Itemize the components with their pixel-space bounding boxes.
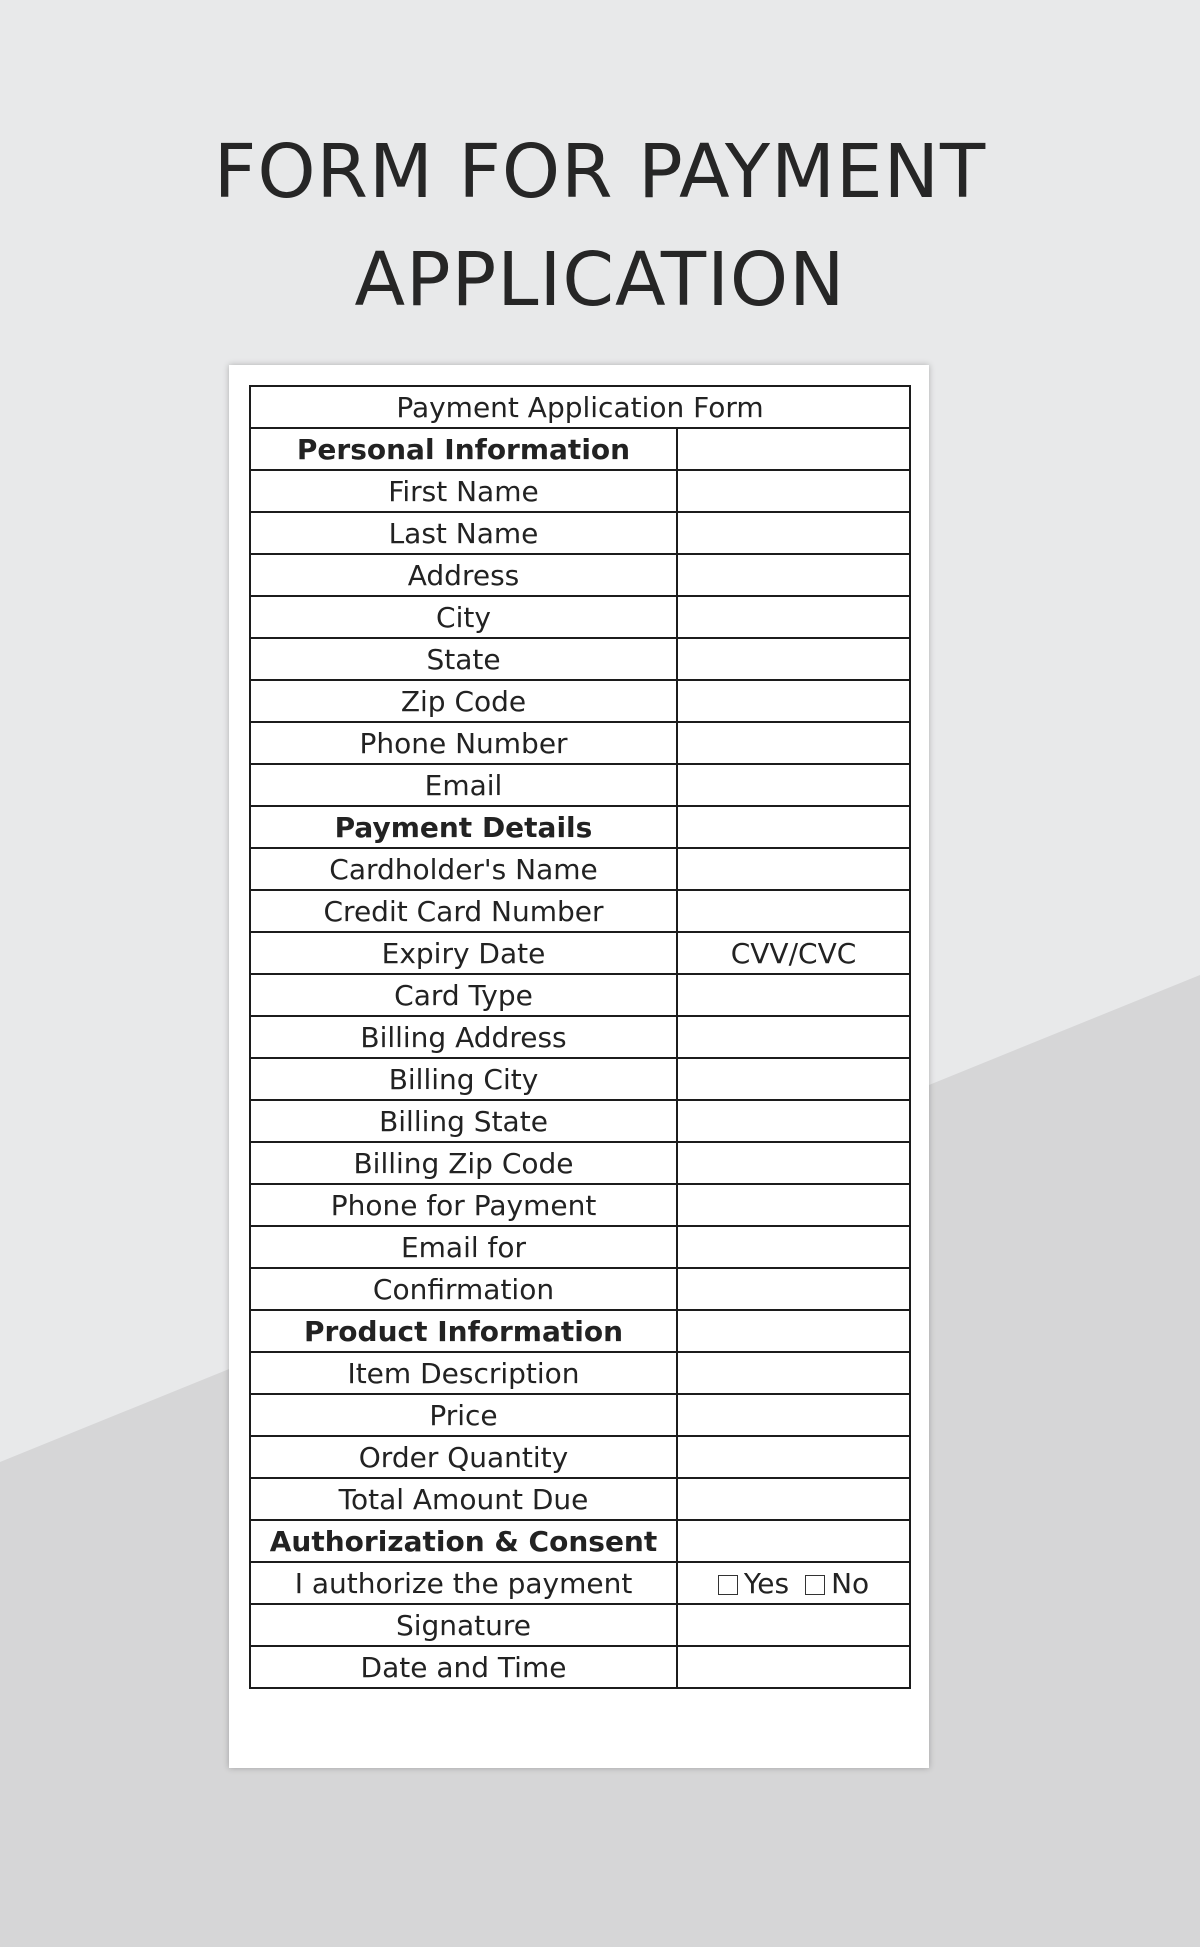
table-row (250, 554, 910, 596)
field-label: Cardholder's Name (250, 848, 677, 890)
table-row (250, 680, 910, 722)
table-row (250, 1478, 910, 1520)
card-type-field[interactable] (677, 974, 910, 1016)
email-for-field[interactable] (677, 1226, 910, 1268)
table-row (250, 1310, 910, 1352)
table-row (250, 764, 910, 806)
table-row (250, 1142, 910, 1184)
item-description-field[interactable] (677, 1352, 910, 1394)
section-payment-details: Payment Details (250, 806, 677, 848)
table-row (250, 1184, 910, 1226)
yes-option[interactable] (718, 1567, 789, 1600)
state-field[interactable] (677, 638, 910, 680)
title-line-1: FORM FOR PAYMENT (213, 129, 987, 215)
table-row (250, 1352, 910, 1394)
field-label: Card Type (250, 974, 677, 1016)
table-row (250, 932, 910, 974)
phone-number-field[interactable] (677, 722, 910, 764)
section-authorization-consent: Authorization & Consent (250, 1520, 677, 1562)
no-label: No (831, 1566, 870, 1600)
billing-zip-field[interactable] (677, 1142, 910, 1184)
table-row (250, 890, 910, 932)
email-field[interactable] (677, 764, 910, 806)
city-field[interactable] (677, 596, 910, 638)
field-label: Billing Zip Code (250, 1142, 677, 1184)
date-time-field[interactable] (677, 1646, 910, 1688)
field-label: Price (250, 1394, 677, 1436)
field-label: Credit Card Number (250, 890, 677, 932)
form-header: Payment Application Form (250, 386, 910, 428)
field-label: Zip Code (250, 680, 677, 722)
confirmation-field[interactable] (677, 1268, 910, 1310)
field-label: Billing State (250, 1100, 677, 1142)
table-row (250, 638, 910, 680)
table-row (250, 428, 910, 470)
table-row (250, 512, 910, 554)
section-authorization-blank (677, 1520, 910, 1562)
yes-label: Yes (743, 1566, 790, 1600)
payment-form-table (249, 385, 911, 1689)
no-option[interactable] (805, 1567, 869, 1600)
billing-address-field[interactable] (677, 1016, 910, 1058)
field-label: Last Name (250, 512, 677, 554)
field-label: First Name (250, 470, 677, 512)
billing-state-field[interactable] (677, 1100, 910, 1142)
zip-code-field[interactable] (677, 680, 910, 722)
table-row (250, 596, 910, 638)
table-row (250, 470, 910, 512)
signature-field[interactable] (677, 1604, 910, 1646)
field-label: I authorize the payment (250, 1562, 677, 1604)
table-row (250, 806, 910, 848)
price-field[interactable] (677, 1394, 910, 1436)
table-row (250, 722, 910, 764)
table-row (250, 1226, 910, 1268)
phone-for-payment-field[interactable] (677, 1184, 910, 1226)
field-label: Signature (250, 1604, 677, 1646)
table-row (250, 386, 910, 428)
table-row (250, 1604, 910, 1646)
first-name-field[interactable] (677, 470, 910, 512)
billing-city-field[interactable] (677, 1058, 910, 1100)
table-row (250, 1058, 910, 1100)
table-row (250, 1394, 910, 1436)
authorize-options (677, 1562, 910, 1604)
field-label: Date and Time (250, 1646, 677, 1688)
field-label: Item Description (250, 1352, 677, 1394)
section-personal-blank (677, 428, 910, 470)
table-row (250, 1562, 910, 1604)
yes-checkbox[interactable] (718, 1575, 738, 1595)
table-row (250, 1436, 910, 1478)
last-name-field[interactable] (677, 512, 910, 554)
table-row (250, 974, 910, 1016)
table-row (250, 1646, 910, 1688)
order-quantity-field[interactable] (677, 1436, 910, 1478)
field-label: State (250, 638, 677, 680)
field-label: Order Quantity (250, 1436, 677, 1478)
table-row (250, 1100, 910, 1142)
field-label: Email (250, 764, 677, 806)
field-label: Email for (250, 1226, 677, 1268)
page-title (0, 118, 1200, 334)
section-product-information: Product Information (250, 1310, 677, 1352)
section-payment-blank (677, 806, 910, 848)
table-row (250, 1268, 910, 1310)
field-label: Expiry Date (250, 932, 677, 974)
field-label: Phone for Payment (250, 1184, 677, 1226)
table-row (250, 1016, 910, 1058)
table-row (250, 848, 910, 890)
table-row (250, 1520, 910, 1562)
field-label: City (250, 596, 677, 638)
field-label: Confirmation (250, 1268, 677, 1310)
field-label: Phone Number (250, 722, 677, 764)
credit-card-number-field[interactable] (677, 890, 910, 932)
no-checkbox[interactable] (805, 1575, 825, 1595)
form-sheet (229, 365, 929, 1768)
field-label: Billing Address (250, 1016, 677, 1058)
section-product-blank (677, 1310, 910, 1352)
field-label: Total Amount Due (250, 1478, 677, 1520)
field-label: Billing City (250, 1058, 677, 1100)
field-label: Address (250, 554, 677, 596)
cvv-cvc-label[interactable]: CVV/CVC (677, 932, 910, 974)
section-personal-information: Personal Information (250, 428, 677, 470)
cardholder-name-field[interactable] (677, 848, 910, 890)
total-amount-due-field[interactable] (677, 1478, 910, 1520)
title-line-2: APPLICATION (354, 237, 846, 323)
address-field[interactable] (677, 554, 910, 596)
